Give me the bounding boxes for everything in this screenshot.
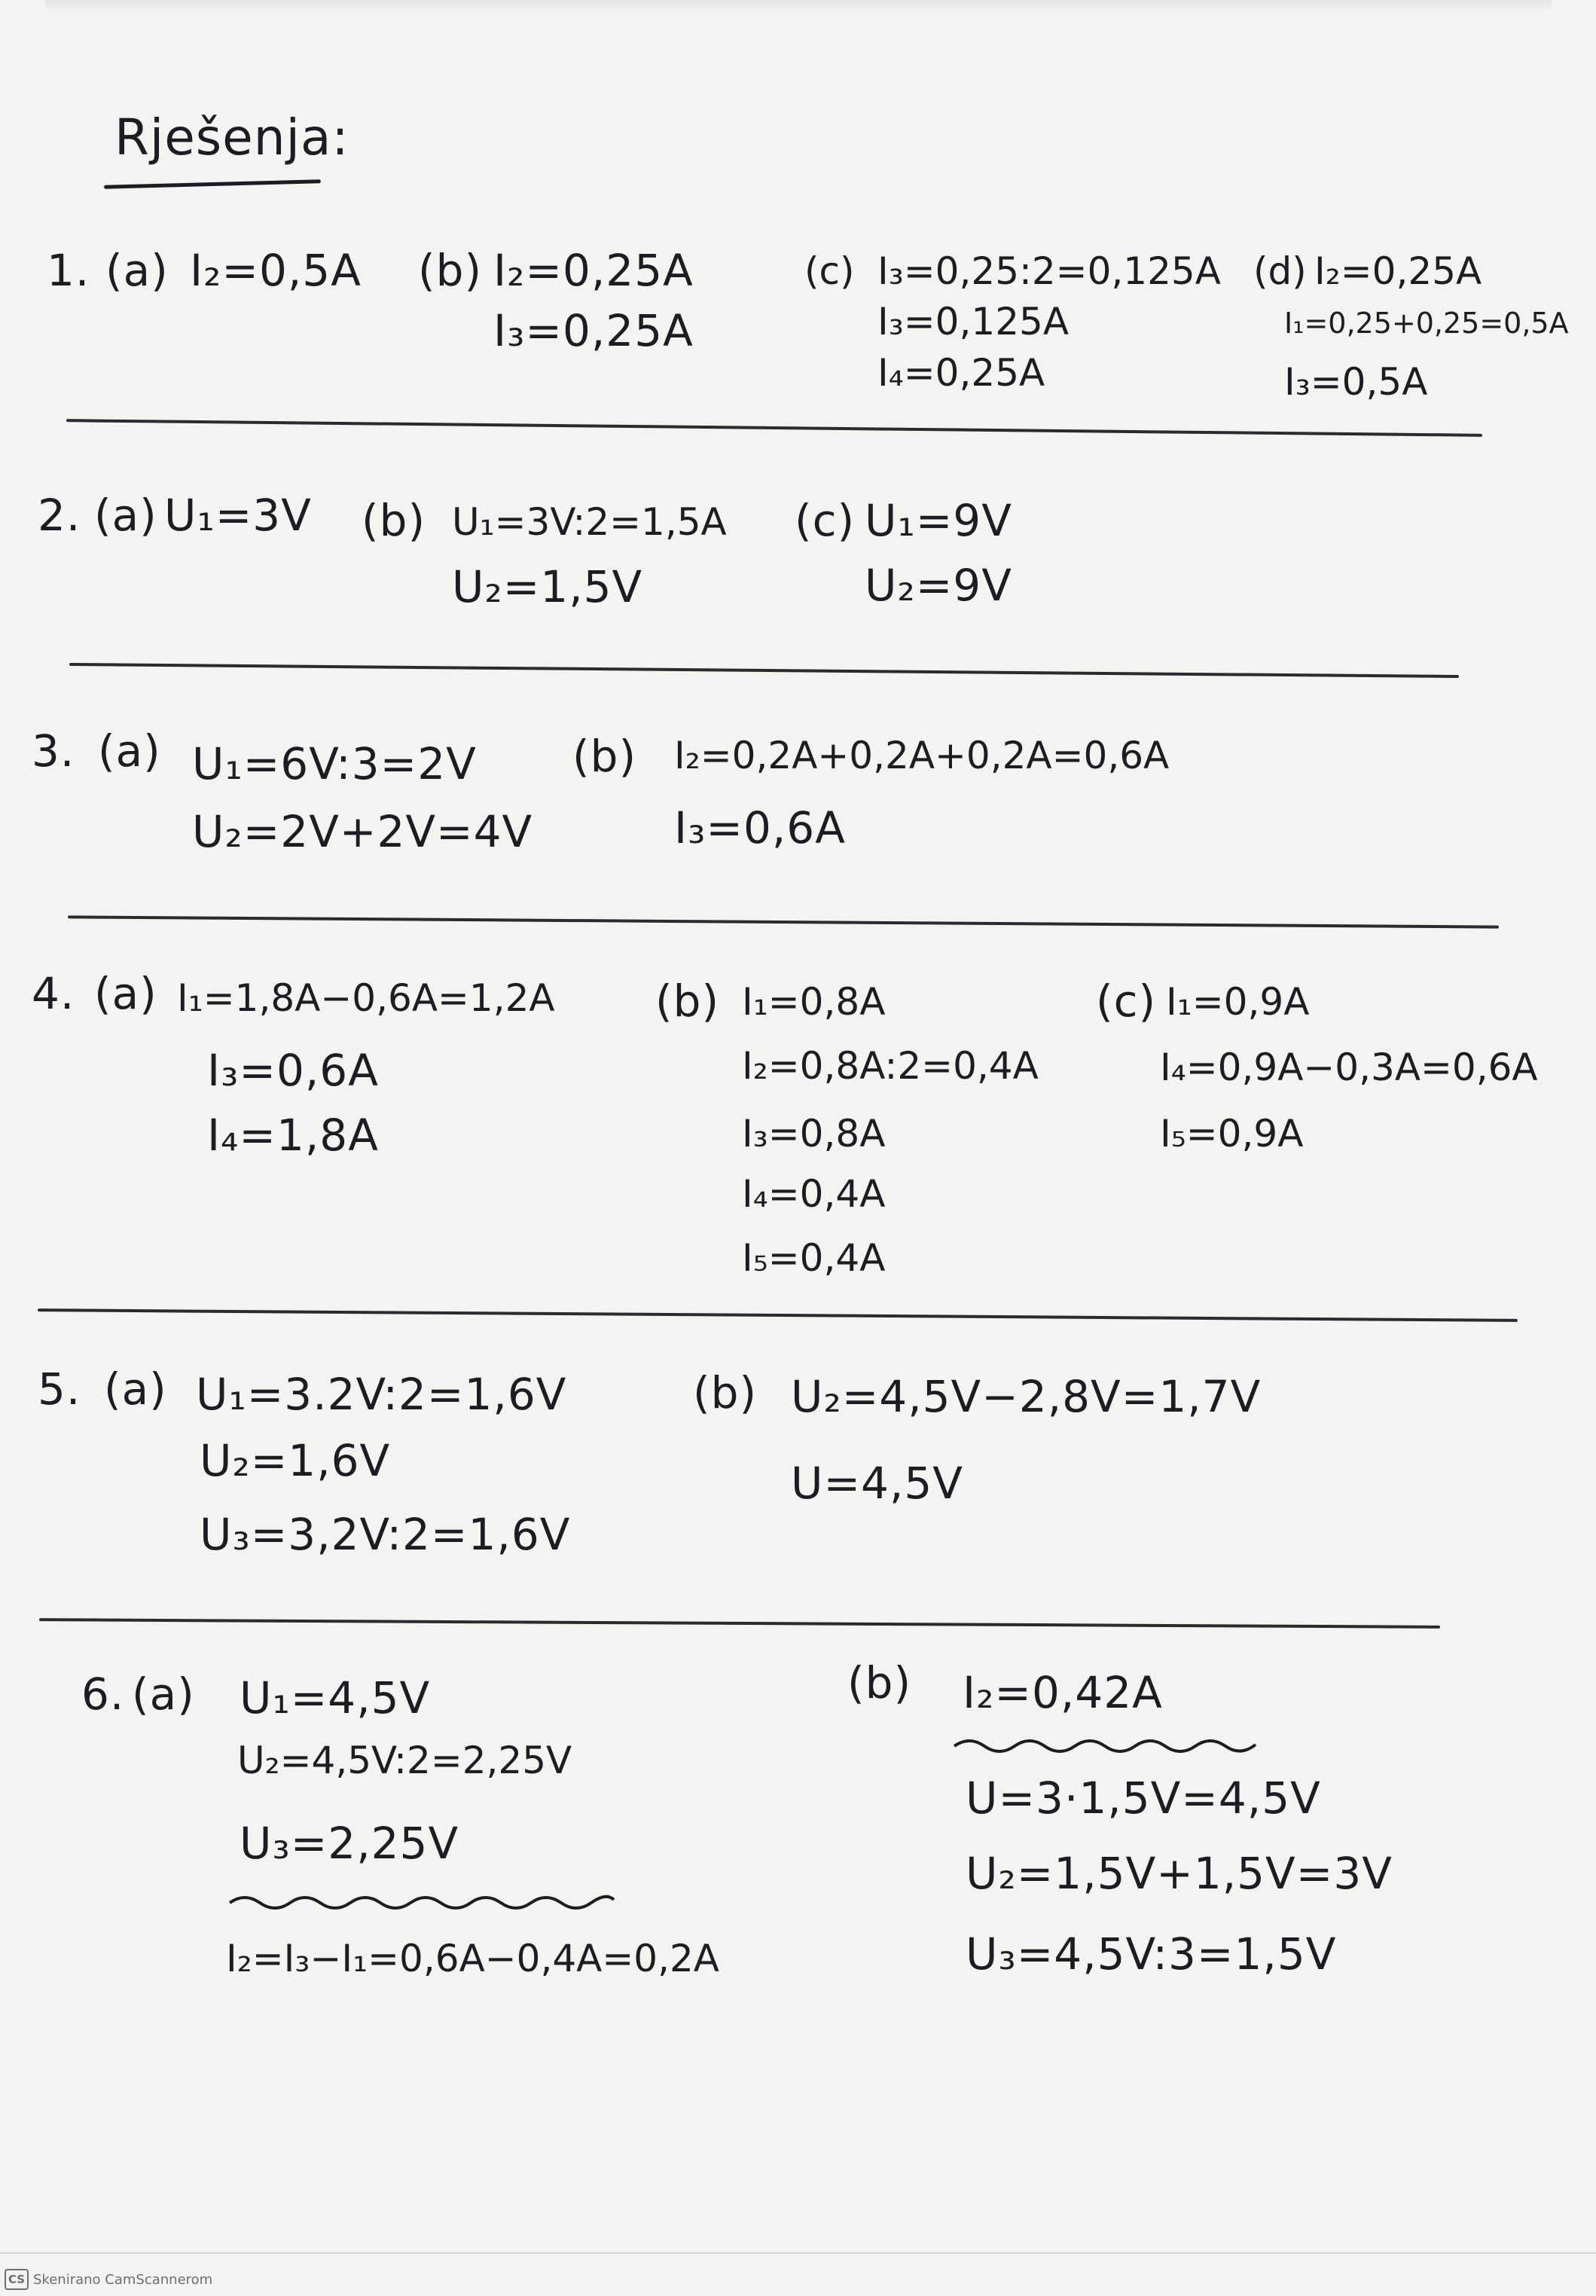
problem-4c-label: (c): [1096, 975, 1157, 1027]
problem-6a-line: U₃=2,25V: [240, 1818, 459, 1869]
scanner-watermark: [5, 2269, 212, 2290]
problem-2c-line: U₁=9V: [865, 495, 1012, 546]
squiggle-underline: [951, 1733, 1259, 1755]
section-divider: [68, 915, 1499, 928]
problem-5b-line: U=4,5V: [791, 1458, 963, 1509]
problem-3b-label: (b): [572, 731, 637, 782]
problem-6b-label: (b): [847, 1657, 912, 1708]
scan-bottom-edge: [0, 2252, 1596, 2254]
problem-6-number: 6.: [81, 1669, 125, 1720]
squiggle-underline: [226, 1889, 618, 1912]
problem-4b-label: (b): [655, 975, 720, 1027]
problem-6b-line: U=3·1,5V=4,5V: [966, 1772, 1321, 1824]
problem-6a-label: (a): [132, 1669, 195, 1720]
problem-4b-line: I₁=0,8A: [742, 980, 886, 1024]
section-divider: [39, 1618, 1440, 1629]
problem-4a-line: I₁=1,8A−0,6A=1,2A: [177, 976, 555, 1020]
problem-5a-label: (a): [104, 1363, 167, 1415]
problem-2c-line: U₂=9V: [865, 560, 1012, 611]
problem-4a-line: I₃=0,6A: [207, 1045, 379, 1096]
problem-2-number: 2.: [38, 490, 81, 541]
scan-edge: [45, 0, 1552, 11]
problem-1a-label: (a): [105, 245, 169, 296]
problem-4b-line: I₃=0,8A: [742, 1112, 886, 1156]
problem-1b-label: (b): [418, 245, 483, 296]
section-divider: [69, 663, 1459, 678]
problem-4a-line: I₄=1,8A: [207, 1110, 379, 1161]
problem-1c-line: I₃=0,125A: [877, 300, 1070, 343]
problem-6a-line: I₂=I₃−I₁=0,6A−0,4A=0,2A: [226, 1937, 720, 1980]
problem-1d-label: (d): [1253, 249, 1307, 293]
problem-6a-line: U₂=4,5V:2=2,25V: [237, 1739, 572, 1782]
problem-1c-line: I₄=0,25A: [877, 351, 1045, 395]
problem-1a-line: I₂=0,5A: [190, 245, 362, 296]
problem-4b-line: I₂=0,8A:2=0,4A: [742, 1044, 1039, 1088]
section-divider: [66, 419, 1482, 437]
problem-5-number: 5.: [38, 1363, 81, 1415]
problem-1c-line: I₃=0,25:2=0,125A: [877, 249, 1221, 293]
problem-5a-line: U₃=3,2V:2=1,6V: [200, 1509, 571, 1560]
problem-4-number: 4.: [32, 968, 75, 1019]
heading-underline: [104, 179, 321, 189]
problem-3a-label: (a): [98, 725, 161, 777]
problem-2b-label: (b): [362, 495, 426, 546]
problem-3-number: 3.: [32, 725, 75, 777]
problem-2a-label: (a): [94, 490, 157, 541]
problem-4b-line: I₅=0,4A: [742, 1236, 886, 1280]
problem-1d-line: I₁=0,25+0,25=0,5A: [1284, 307, 1569, 340]
problem-2a-line: U₁=3V: [164, 490, 312, 541]
problem-3a-line: U₂=2V+2V=4V: [192, 806, 533, 857]
problem-2b-line: U₁=3V:2=1,5A: [452, 500, 727, 544]
camscanner-logo-icon: CS: [5, 2269, 29, 2290]
problem-1b-line: I₂=0,25A: [493, 245, 694, 296]
problem-5b-label: (b): [693, 1367, 758, 1418]
problem-4c-line: I₅=0,9A: [1160, 1112, 1304, 1156]
problem-1d-line: I₂=0,25A: [1314, 249, 1482, 293]
problem-4a-label: (a): [94, 968, 157, 1019]
problem-5b-line: U₂=4,5V−2,8V=1,7V: [791, 1371, 1262, 1422]
problem-6b-line: U₃=4,5V:3=1,5V: [966, 1928, 1337, 1980]
page-heading: Rješenja:: [114, 108, 349, 166]
problem-6b-line: I₂=0,42A: [963, 1667, 1163, 1718]
section-divider: [38, 1308, 1518, 1322]
problem-6a-line: U₁=4,5V: [240, 1672, 431, 1724]
problem-2c-label: (c): [795, 495, 856, 546]
problem-6b-line: U₂=1,5V+1,5V=3V: [966, 1848, 1393, 1899]
problem-5a-line: U₂=1,6V: [200, 1435, 391, 1486]
problem-4c-line: I₄=0,9A−0,3A=0,6A: [1160, 1046, 1538, 1089]
problem-1-number: 1.: [47, 245, 90, 296]
problem-1c-label: (c): [804, 249, 855, 293]
problem-1d-line: I₃=0,5A: [1284, 360, 1428, 404]
problem-4b-line: I₄=0,4A: [742, 1172, 886, 1216]
problem-3b-line: I₃=0,6A: [674, 802, 846, 853]
scanner-watermark-text: Skenirano CamScannerom: [33, 2271, 213, 2288]
problem-3b-line: I₂=0,2A+0,2A+0,2A=0,6A: [674, 734, 1170, 777]
problem-5a-line: U₁=3.2V:2=1,6V: [196, 1369, 567, 1420]
problem-4c-line: I₁=0,9A: [1166, 980, 1310, 1024]
problem-3a-line: U₁=6V:3=2V: [192, 738, 477, 789]
problem-2b-line: U₂=1,5V: [452, 561, 643, 612]
problem-1b-line: I₃=0,25A: [493, 305, 694, 356]
